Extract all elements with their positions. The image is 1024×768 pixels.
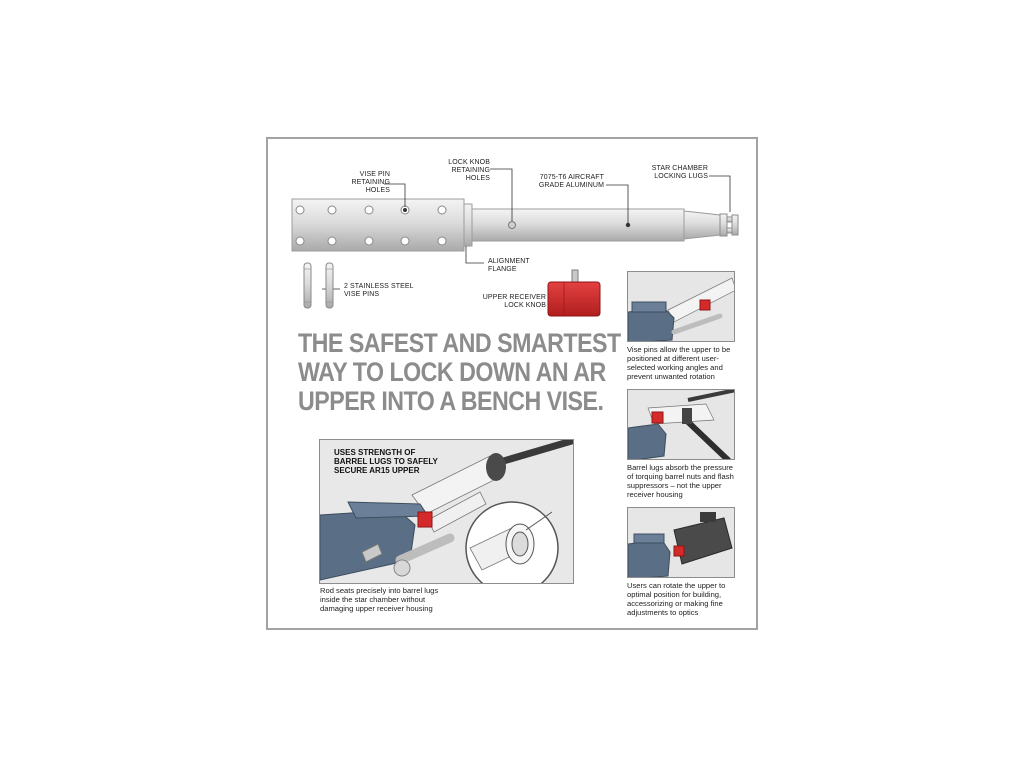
vise-pins-label: 2 STAINLESS STEEL VISE PINS [344, 283, 414, 298]
headline-line-1: THE SAFEST AND SMARTEST [298, 328, 621, 358]
star-chamber-lugs [720, 214, 738, 236]
main-caption: Rod seats precisely into barrel lugs inside the star chamber without damaging upper receiver housing [320, 586, 439, 613]
infographic-panel [266, 137, 758, 630]
side-caption-1: Vise pins allow the upper to be positioned at different user- selected working angles and prevent unwanted rotation [627, 345, 731, 381]
main-illustration-label: USES STRENGTH OF BARREL LUGS TO SAFELY SECURE AR15 UPPER [334, 448, 438, 475]
vise-pin-holes-label: VISE PIN RETAINING HOLES [351, 171, 390, 194]
side-caption-3: Users can rotate the upper to optimal position for building, accessorizing or making fine adjustments to optics [627, 581, 726, 617]
alignment-flange-label: ALIGNMENT FLANGE [488, 258, 530, 273]
alignment-flange [464, 204, 472, 246]
upper-receiver-lock-knob [548, 270, 600, 316]
headline-line-2: WAY TO LOCK DOWN AN AR [298, 357, 606, 387]
aluminum-label: 7075-T6 AIRCRAFT GRADE ALUMINUM [538, 174, 604, 189]
side-image-2 [627, 389, 735, 460]
side-image-1 [627, 271, 735, 342]
star-lugs-label: STAR CHAMBER LOCKING LUGS [651, 165, 708, 180]
vise-pin-plate [292, 199, 464, 251]
side-caption-2: Barrel lugs absorb the pressure of torquing barrel nuts and flash suppressors – not the upper receiver housing [627, 463, 734, 499]
lock-knob-label: UPPER RECEIVER LOCK KNOB [482, 294, 546, 309]
stainless-steel-vise-pins [304, 263, 333, 308]
headline-line-3: UPPER INTO A BENCH VISE. [298, 386, 604, 416]
side-image-3 [627, 507, 735, 578]
vise-pins-angle-illustration [628, 272, 735, 342]
lock-knob-holes-label: LOCK KNOB RETAINING HOLES [448, 159, 490, 182]
main-illustration [319, 439, 574, 584]
rotate-upper-illustration [628, 508, 735, 578]
headline [298, 328, 621, 416]
barrel-torque-illustration [628, 390, 735, 460]
aluminum-rod [472, 209, 720, 241]
